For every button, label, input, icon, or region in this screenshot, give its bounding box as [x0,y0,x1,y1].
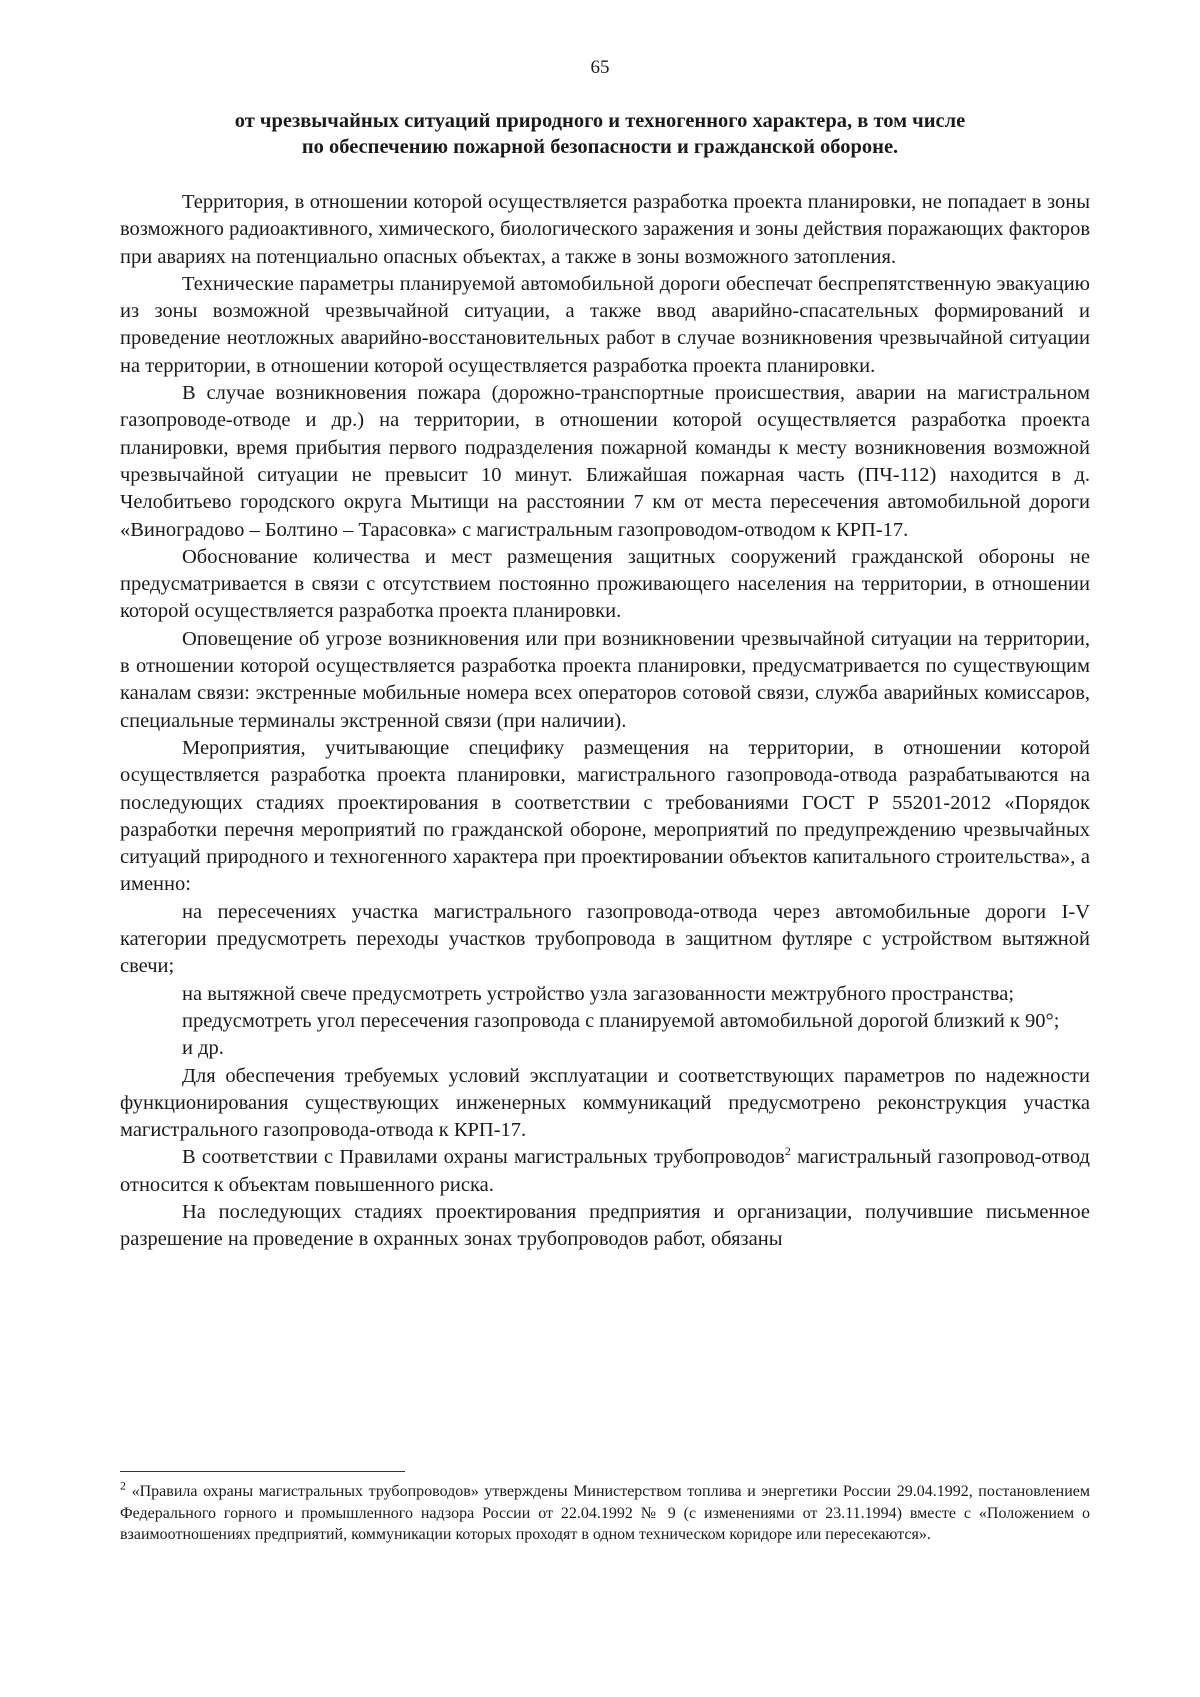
paragraph-with-footnote-ref [120,1144,1090,1199]
footnote [120,1478,1090,1546]
paragraph: Территория, в отношении которой осуществляется разработка проекта планировки, не попадает в зоны возможного радиоактивного, химического, биологического заражения и зоны действия поражающих факторов при авариях на потенциально опасных объектах, а также в зоны возможного затопления. [120,191,1090,268]
section-heading [120,108,1080,160]
paragraph: Оповещение об угрозе возникновения или при возникновении чрезвычайной ситуации на территории, в отношении которой осуществляется разработка проекта планировки, предусматривается по существующим каналам связи: экстренные мобильные номера всех операторов сотовой связи, служба аварийных комиссаров, специальные терминалы экстренной связи (при наличии). [120,627,1090,732]
list-item: предусмотреть угол пересечения газопровода с планируемой автомобильной дорогой близкий к 90°; [182,1009,1060,1032]
section-heading-line-2: по обеспечению пожарной безопасности и гражданской обороне. [301,136,899,158]
body-text [120,189,1090,1254]
paragraph: Технические параметры планируемой автомобильной дороги обеспечат беспрепятственную эвакуацию из зоны возможной чрезвычайной ситуации, а также ввод аварийно-спасательных формирований и проведение неотложных аварийно-восстановительных работ в случае возникновения чрезвычайной ситуации на территории, в отношении которой осуществляется разработка проекта планировки. [120,272,1090,377]
paragraph: Обоснование количества и мест размещения защитных сооружений гражданской обороны не предусматривается в связи с отсутствием постоянно проживающего населения на территории, в отношении которой осуществляется разработка проекта планировки. [120,545,1090,623]
paragraph-text-before: В соответствии с Правилами охраны магистральных трубопроводов [182,1146,785,1169]
list-item: и др. [182,1037,224,1060]
list-item: на вытяжной свече предусмотреть устройство узла загазованности межтрубного пространства; [182,982,1015,1005]
paragraph: Мероприятия, учитывающие специфику размещения на территории, в отношении которой осуществляется разработка проекта планировки, магистрального газопровода-отвода разрабатываются на последующих стадиях проектирования в соответствии с требованиями ГОСТ Р 55201-2012 «Порядок разработки перечня мероприятий по гражданской обороне, мероприятий по предупреждению чрезвычайных ситуаций природного и техногенного характера при проектировании объектов капитального строительства», а именно: [120,736,1090,896]
paragraph: Для обеспечения требуемых условий эксплуатации и соответствующих параметров по надежности функционирования существующих инженерных коммуникаций предусмотрено реконструкция участка магистрального газопровода-отвода к КРП-17. [120,1064,1090,1142]
paragraph-text-after: магистральный газопровод-отвод относится к объектам повышенного риска. [120,1146,1090,1196]
footnote-separator [120,1471,405,1472]
paragraph: На последующих стадиях проектирования предприятия и организации, получившие письменное разрешение на проведение в охранных зонах трубопроводов работ, обязаны [120,1200,1090,1251]
list-item: на пересечениях участка магистрального газопровода-отвода через автомобильные дороги I-V категории предусмотреть переходы участков трубопровода в защитном футляре с устройством вытяжной свечи; [120,900,1090,978]
footnote-reference: 2 [784,1144,791,1159]
page-number: 65 [590,57,610,78]
footnote-marker: 2 [120,1478,126,1493]
section-heading-line-1: от чрезвычайных ситуаций природного и техногенного характера, в том числе [234,110,966,132]
footnote-text: «Правила охраны магистральных трубопроводов» утверждены Министерством топлива и энергетики России 29.04.1992, постановлением Федерального горного и промышленного надзора России от 22.04.1992 № 9 (с изменениями от 23.11.1994) вместе с «Положением о взаимоотношениях предприятий, коммуникации которых проходят в одном техническом коридоре или пересекаются». [120,1483,1090,1543]
paragraph: В случае возникновения пожара (дорожно-транспортные происшествия, аварии на магистральном газопроводе-отводе и др.) на территории, в отношении которой осуществляется разработка проекта планировки, время прибытия первого подразделения пожарной команды к месту возникновения возможной чрезвычайной ситуации не превысит 10 минут. Ближайшая пожарная часть (ПЧ-112) находится в д. Челобитьево городского округа Мытищи на расстоянии 7 км от места пересечения автомобильной дороги «Виноградово – Болтино – Тарасовка» с магистральным газопроводом-отводом к КРП-17. [120,382,1090,541]
